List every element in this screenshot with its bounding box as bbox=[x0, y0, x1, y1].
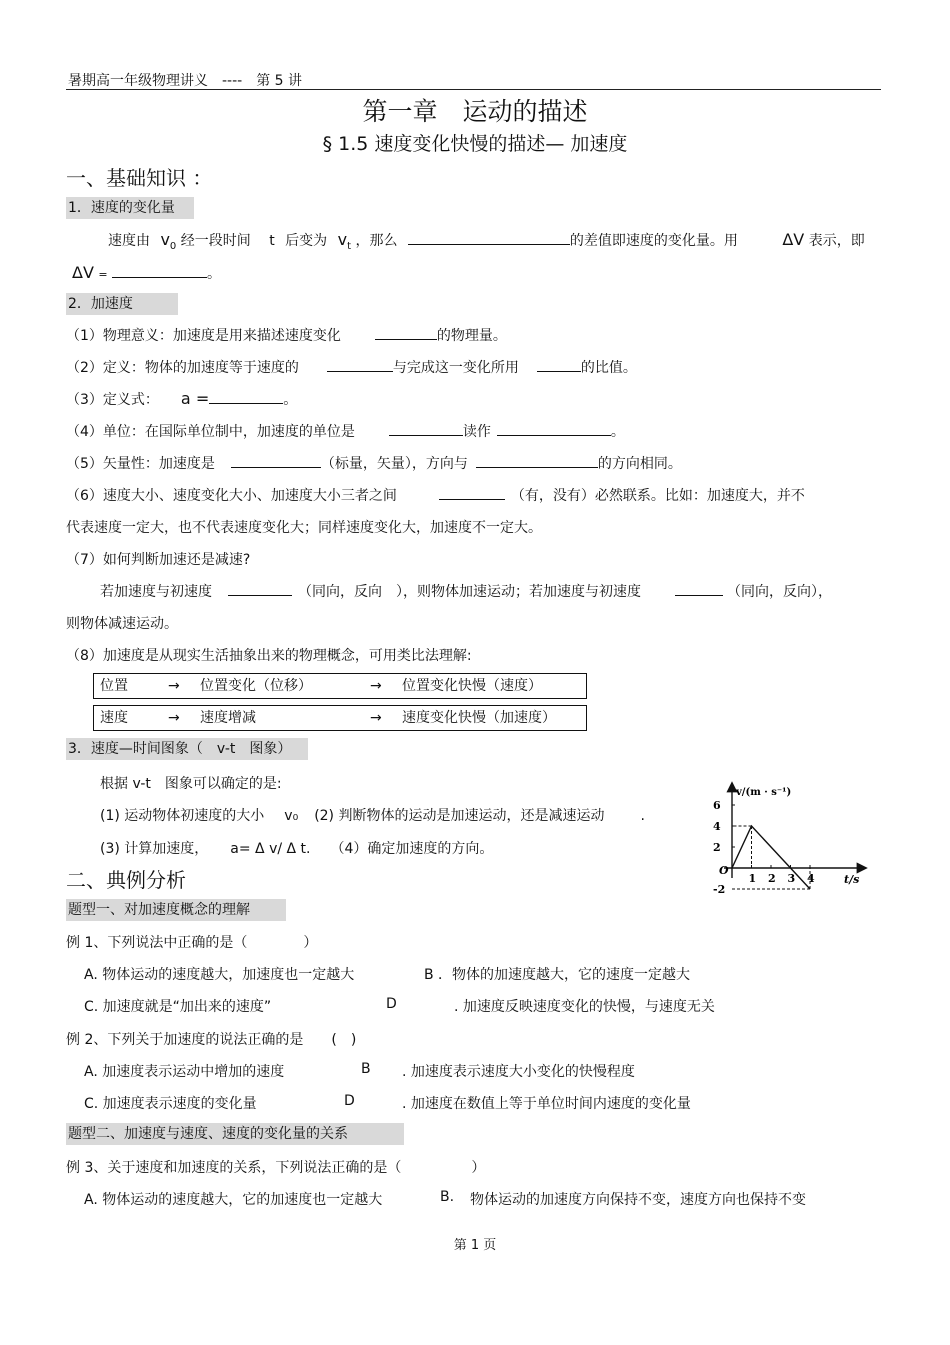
text: （6）速度大小、速度变化大小、加速度大小三者之间 bbox=[66, 488, 397, 504]
sub: t bbox=[347, 241, 351, 253]
s2-item5 bbox=[66, 453, 682, 473]
text: 经一段时间 bbox=[180, 233, 251, 249]
blank[interactable] bbox=[231, 453, 321, 468]
s2-item7-line bbox=[100, 581, 832, 601]
s2-item7: （7）如何判断加速还是减速? bbox=[66, 552, 251, 568]
x-tick-label: 1 bbox=[748, 872, 757, 885]
s2-item7-end: 则物体减速运动。 bbox=[66, 616, 178, 632]
text: （有，没有）必然联系。比如：加速度大，并不 bbox=[510, 488, 805, 504]
ex2-option-d-letter[interactable]: D bbox=[344, 1093, 355, 1109]
s3-line3 bbox=[100, 838, 493, 858]
s2-item4 bbox=[66, 421, 625, 441]
ex1-option-a[interactable]: A. 物体运动的速度越大，加速度也一定越大 bbox=[84, 967, 355, 983]
x-tick-label: 4 bbox=[807, 872, 815, 885]
v: v bbox=[160, 230, 170, 249]
label-type1: 题型一、对加速度概念的理解 bbox=[66, 899, 286, 921]
s2-item1 bbox=[66, 325, 507, 345]
s2-item8: （8）加速度是从现实生活抽象出来的物理概念，可用类比法理解: bbox=[66, 648, 472, 664]
analogy-row-velocity bbox=[93, 705, 587, 731]
x-axis-label: t/s bbox=[844, 873, 860, 886]
text: （3）定义式： bbox=[66, 392, 159, 408]
blank[interactable] bbox=[389, 421, 463, 436]
s3-line1: 根据 v-t 图象可以确定的是: bbox=[100, 776, 282, 792]
v0-symbol bbox=[160, 230, 177, 253]
s2-item6-cont: 代表速度一定大，也不代表速度变化大；同样速度变化大，加速度不一定大。 bbox=[66, 520, 542, 536]
text: （5）矢量性：加速度是 bbox=[66, 456, 215, 472]
text: （4）确定加速度的方向。 bbox=[330, 841, 494, 857]
s2-item3 bbox=[66, 389, 297, 409]
label-type2: 题型二、加速度与速度、速度的变化量的关系 bbox=[66, 1123, 404, 1145]
t-symbol: t bbox=[269, 233, 275, 249]
text: （2）定义：物体的加速度等于速度的 bbox=[66, 360, 299, 376]
text: (2) 判断物体的运动是加速运动，还是减速运动 bbox=[314, 808, 605, 824]
v0: v₀ bbox=[284, 808, 299, 824]
text: (1) 运动物体初速度的大小 bbox=[100, 808, 265, 824]
blank[interactable] bbox=[497, 421, 611, 436]
text: 。 bbox=[283, 392, 298, 408]
blank[interactable] bbox=[375, 325, 437, 340]
page-number: 第 1 页 bbox=[453, 1238, 497, 1253]
text: 表示，即 bbox=[808, 233, 865, 249]
text: ，那么 bbox=[355, 233, 398, 249]
text: 的方向相同。 bbox=[597, 456, 682, 472]
text: 的比值。 bbox=[580, 360, 637, 376]
page-header: 暑期高一年级物理讲义 ---- 第 5 讲 bbox=[68, 73, 303, 89]
cell: 位置 bbox=[100, 678, 128, 694]
s1-line1 bbox=[108, 230, 865, 252]
arrow: → bbox=[370, 710, 382, 726]
ex2-option-b[interactable]: . 加速度表示速度大小变化的快慢程度 bbox=[402, 1064, 635, 1080]
section-subtitle: § 1.5 速度变化快慢的描述— 加速度 bbox=[322, 133, 628, 155]
y-tick-label: 4 bbox=[713, 820, 721, 833]
ex3-option-b[interactable]: 物体运动的加速度方向保持不变，速度方向也保持不变 bbox=[470, 1192, 806, 1208]
ex3-option-a[interactable]: A. 物体运动的速度越大，它的加速度也一定越大 bbox=[84, 1192, 383, 1208]
a-equals: a = bbox=[180, 389, 210, 408]
text: (3) 计算加速度， bbox=[100, 841, 209, 857]
ex1-option-d-letter[interactable]: D bbox=[386, 996, 397, 1012]
ex2-option-d[interactable]: . 加速度在数值上等于单位时间内速度的变化量 bbox=[402, 1096, 691, 1112]
y-axis-label: v/(m · s⁻¹) bbox=[736, 787, 792, 798]
label-velocity-change: 1．速度的变化量 bbox=[66, 197, 194, 219]
delta-v-symbol: ΔV bbox=[72, 263, 94, 282]
ex3-option-b-letter[interactable]: B. bbox=[440, 1189, 455, 1205]
y-tick-label: 2 bbox=[713, 841, 721, 854]
vt-graph bbox=[710, 776, 880, 900]
blank[interactable] bbox=[228, 581, 292, 596]
text: 后变为 bbox=[285, 233, 328, 249]
sub: 0 bbox=[169, 241, 177, 253]
s2-item6 bbox=[66, 485, 805, 505]
y-tick-label: -2 bbox=[713, 883, 726, 896]
ex2-option-c[interactable]: C. 加速度表示速度的变化量 bbox=[84, 1096, 257, 1112]
arrow: → bbox=[370, 678, 382, 694]
v: v bbox=[337, 230, 348, 249]
blank[interactable] bbox=[327, 357, 393, 372]
blank[interactable] bbox=[537, 357, 581, 372]
arrow: → bbox=[168, 710, 180, 726]
section-heading-examples: 二、典例分析 bbox=[66, 868, 186, 892]
cell: 速度增减 bbox=[200, 710, 256, 726]
cell: 位置变化快慢（速度） bbox=[402, 678, 542, 694]
text: 。 bbox=[207, 266, 222, 282]
text: （同向，反向 ），则物体加速运动；若加速度与初速度 bbox=[298, 584, 641, 600]
formula: a= Δ v/ Δ t. bbox=[230, 841, 311, 857]
x-tick-label: 3 bbox=[787, 872, 796, 885]
blank[interactable] bbox=[408, 230, 570, 245]
ex3-question: 例 3、关于速度和加速度的关系，下列说法正确的是（ ） bbox=[66, 1160, 486, 1176]
text: 读作 bbox=[462, 424, 491, 440]
ticks bbox=[713, 799, 815, 896]
equals: = bbox=[98, 268, 108, 281]
label-vt-graph: 3．速度—时间图象（ v-t 图象） bbox=[66, 738, 308, 760]
delta-v-symbol: ΔV bbox=[782, 230, 805, 249]
blank[interactable] bbox=[675, 581, 723, 596]
analogy-row-position bbox=[93, 673, 587, 699]
vt-symbol bbox=[337, 230, 351, 253]
text: 若加速度与初速度 bbox=[100, 584, 212, 600]
cell: 位置变化（位移） bbox=[200, 678, 312, 694]
text: 与完成这一变化所用 bbox=[392, 360, 519, 376]
text: （标量，矢量），方向与 bbox=[320, 456, 468, 472]
text: 速度由 bbox=[108, 233, 150, 249]
s1-line2 bbox=[72, 263, 221, 283]
text: （1）物理意义：加速度是用来描述速度变化 bbox=[66, 328, 341, 344]
text: 。 bbox=[610, 424, 625, 440]
text: （同向，反向）， bbox=[727, 584, 832, 600]
ex1-option-c[interactable]: C. 加速度就是“加出来的速度” bbox=[84, 999, 272, 1015]
text: . bbox=[640, 808, 645, 824]
blank[interactable] bbox=[439, 485, 505, 500]
ex2-question: 例 2、下列关于加速度的说法正确的是 ( ) bbox=[66, 1032, 357, 1048]
text: 的差值即速度的变化量。用 bbox=[569, 233, 738, 249]
text: （4）单位：在国际单位制中，加速度的单位是 bbox=[66, 424, 355, 440]
chapter-title: 第一章 运动的描述 bbox=[362, 97, 588, 126]
section-heading-basics: 一、基础知识 ： bbox=[66, 166, 213, 190]
ex1-option-d[interactable]: . 加速度反映速度变化的快慢，与速度无关 bbox=[454, 999, 715, 1015]
y-tick-label: 6 bbox=[713, 799, 721, 812]
ex1-option-b[interactable]: B ．物体的加速度越大，它的速度一定越大 bbox=[424, 967, 691, 983]
x-tick-label: 2 bbox=[768, 872, 776, 885]
s2-item2 bbox=[66, 357, 637, 377]
label-acceleration: 2．加速度 bbox=[66, 293, 178, 315]
cell: 速度变化快慢（加速度） bbox=[402, 710, 556, 726]
text: 的物理量。 bbox=[436, 328, 507, 344]
ex2-option-a[interactable]: A. 加速度表示运动中增加的速度 bbox=[84, 1064, 285, 1080]
blank[interactable] bbox=[112, 263, 207, 278]
origin-label: O bbox=[719, 864, 729, 877]
blank[interactable] bbox=[209, 389, 283, 404]
ex1-question: 例 1、下列说法中正确的是（ ） bbox=[66, 935, 318, 951]
arrow: → bbox=[168, 678, 180, 694]
ex2-option-b-letter[interactable]: B bbox=[361, 1061, 371, 1077]
blank[interactable] bbox=[476, 453, 598, 468]
cell: 速度 bbox=[100, 710, 128, 726]
header-rule bbox=[66, 89, 881, 90]
s3-line2 bbox=[100, 805, 645, 825]
